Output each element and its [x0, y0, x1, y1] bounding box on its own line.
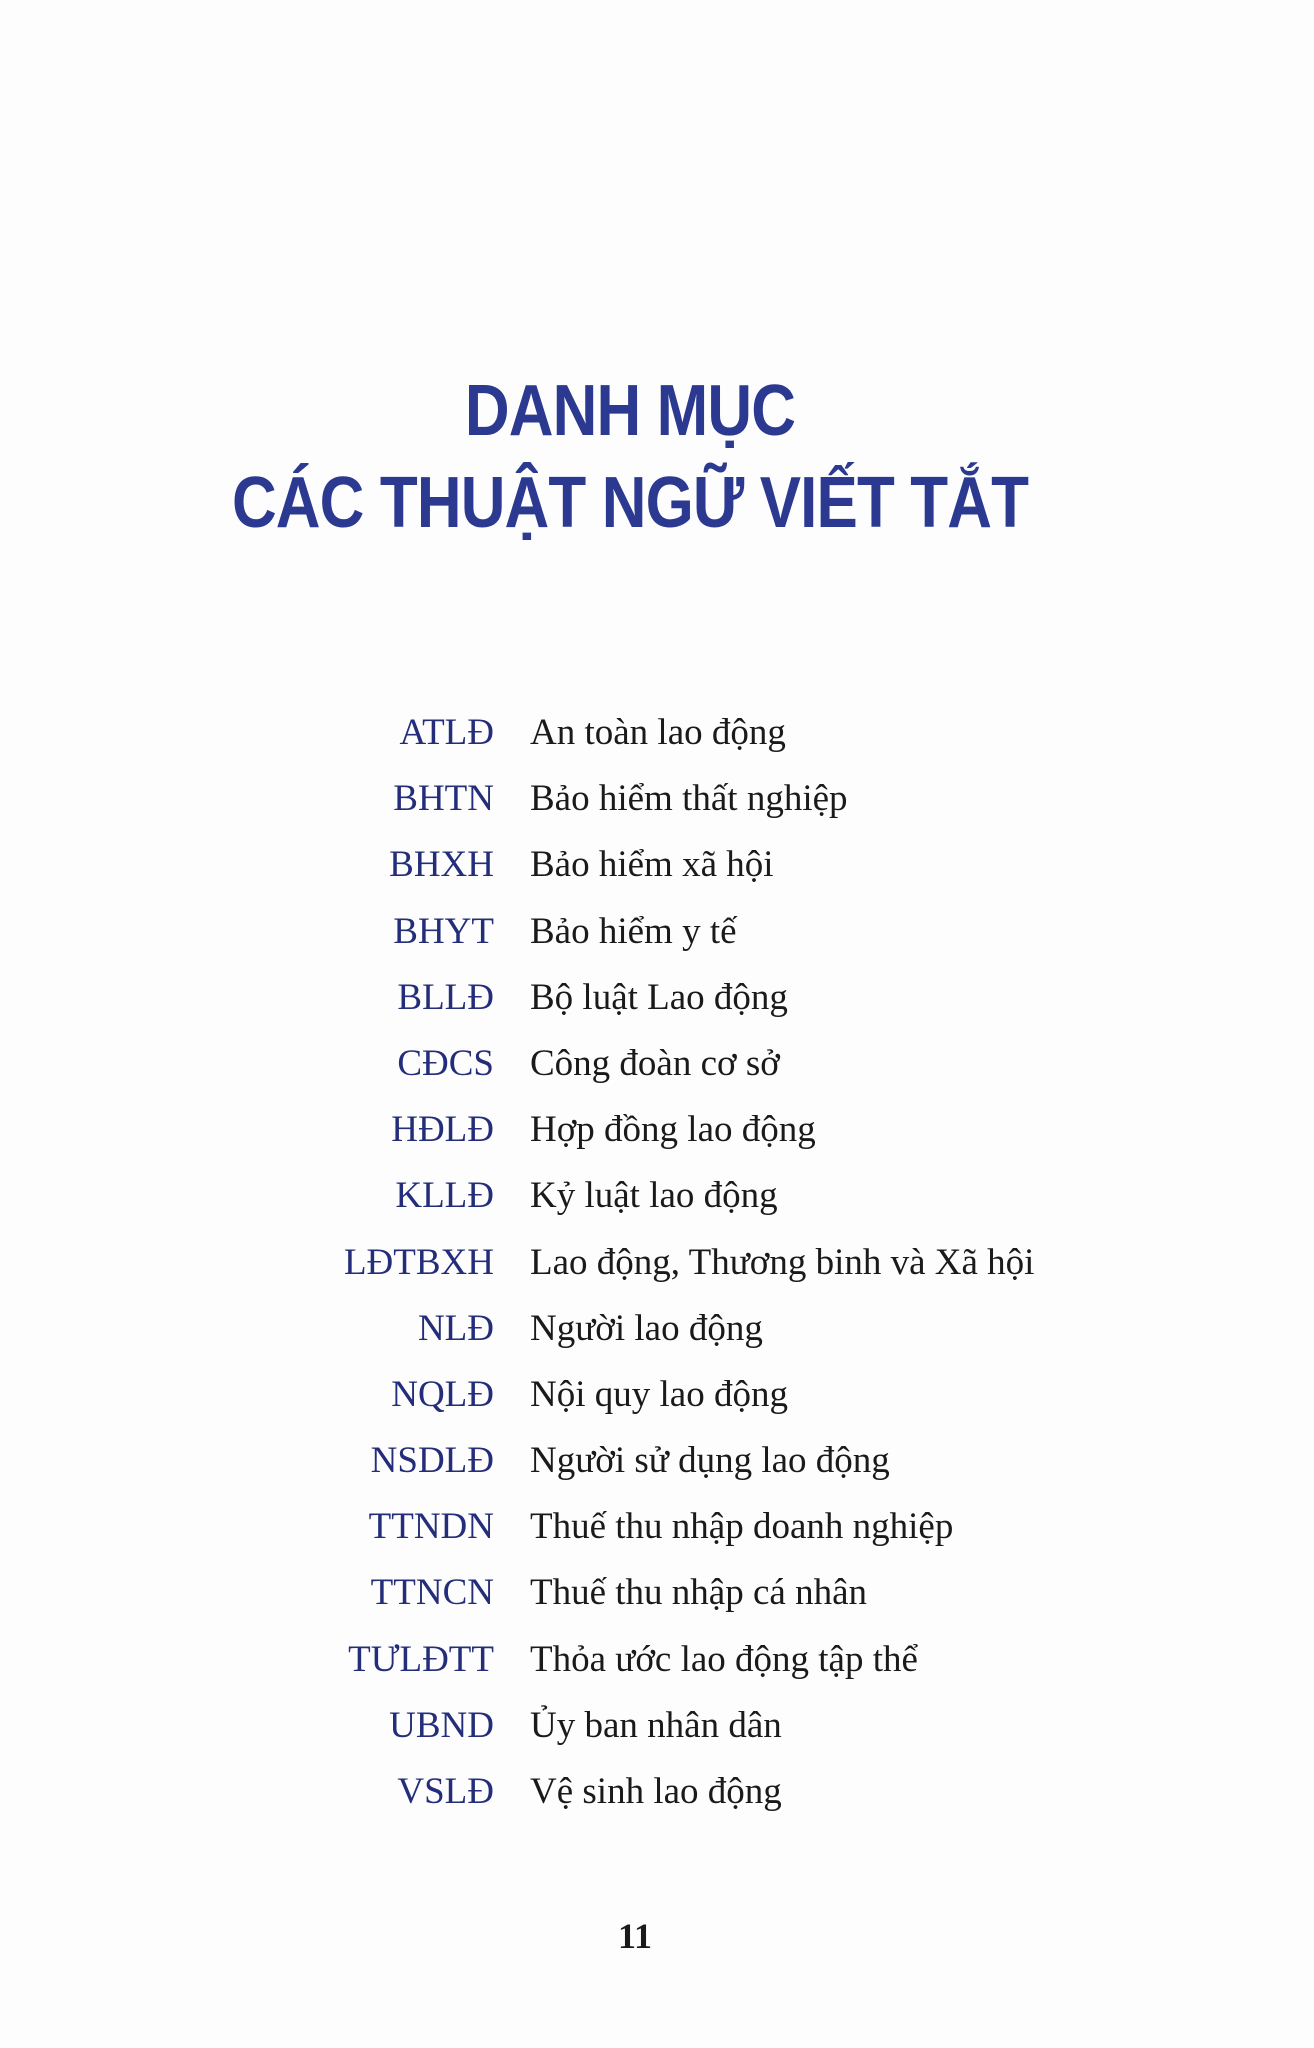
abbreviation-row [0, 1759, 1260, 1825]
abbreviation-meaning: Người lao động [530, 1307, 763, 1349]
abbreviation-meaning: An toàn lao động [530, 712, 786, 753]
abbreviation-code: TƯLĐTT [348, 1638, 494, 1680]
abbreviation-code: CĐCS [397, 1042, 494, 1084]
abbreviation-meaning: Ủy ban nhân dân [530, 1704, 782, 1746]
abbreviation-row [0, 1627, 1260, 1693]
abbreviation-meaning: Thuế thu nhập doanh nghiệp [530, 1506, 954, 1548]
abbreviation-meaning: Vệ sinh lao động [530, 1771, 782, 1812]
abbreviation-code: NSDLĐ [370, 1440, 494, 1482]
abbreviation-code: TTNDN [368, 1506, 494, 1548]
abbreviation-meaning: Thỏa ước lao động tập thể [530, 1638, 918, 1680]
abbreviation-meaning: Kỷ luật lao động [530, 1175, 778, 1217]
abbreviation-meaning: Hợp đồng lao động [530, 1109, 816, 1151]
abbreviation-meaning: Thuế thu nhập cá nhân [530, 1572, 867, 1614]
abbreviation-meaning: Bảo hiểm thất nghiệp [530, 778, 848, 820]
abbreviation-list [0, 700, 1260, 1825]
abbreviation-row [0, 700, 1260, 766]
page-title [0, 365, 1260, 549]
abbreviation-code: BHTN [393, 778, 494, 820]
page-number: 11 [617, 1916, 652, 1956]
abbreviation-row [0, 1163, 1260, 1229]
abbreviation-code: KLLĐ [395, 1175, 494, 1217]
abbreviation-row [0, 1428, 1260, 1494]
abbreviation-code: BHXH [389, 844, 494, 886]
abbreviation-code: VSLĐ [397, 1771, 494, 1812]
abbreviation-row [0, 832, 1260, 898]
abbreviation-meaning: Bảo hiểm y tế [530, 910, 737, 952]
abbreviation-row [0, 1296, 1260, 1362]
abbreviation-meaning: Nội quy lao động [530, 1373, 788, 1415]
abbreviation-row [0, 1693, 1260, 1759]
title-line-2: CÁC THUẬT NGỮ VIẾT TẮT [231, 463, 1029, 543]
abbreviation-code: BHYT [393, 910, 494, 952]
abbreviation-row [0, 1560, 1260, 1626]
abbreviation-meaning: Người sử dụng lao động [530, 1440, 890, 1482]
abbreviation-row [0, 965, 1260, 1031]
abbreviation-row [0, 899, 1260, 965]
abbreviation-code: NQLĐ [391, 1373, 494, 1415]
abbreviation-row [0, 766, 1260, 832]
abbreviation-meaning: Bộ luật Lao động [530, 976, 788, 1018]
abbreviation-code: LĐTBXH [343, 1241, 494, 1283]
abbreviation-code: BLLĐ [397, 976, 494, 1018]
abbreviation-code: ATLĐ [399, 712, 494, 753]
title-line-1: DANH MỤC [464, 371, 796, 451]
abbreviation-meaning: Lao động, Thương binh và Xã hội [530, 1241, 1035, 1283]
abbreviation-row [0, 1362, 1260, 1428]
abbreviation-meaning: Bảo hiểm xã hội [530, 844, 774, 886]
abbreviation-code: NLĐ [417, 1307, 494, 1349]
abbreviation-row [0, 1097, 1260, 1163]
abbreviation-row [0, 1494, 1260, 1560]
abbreviation-code: HĐLĐ [391, 1109, 494, 1151]
abbreviation-code: UBND [389, 1704, 494, 1746]
abbreviation-row [0, 1230, 1260, 1296]
abbreviation-row [0, 1031, 1260, 1097]
abbreviation-meaning: Công đoàn cơ sở [530, 1042, 780, 1084]
abbreviation-code: TTNCN [370, 1572, 494, 1614]
